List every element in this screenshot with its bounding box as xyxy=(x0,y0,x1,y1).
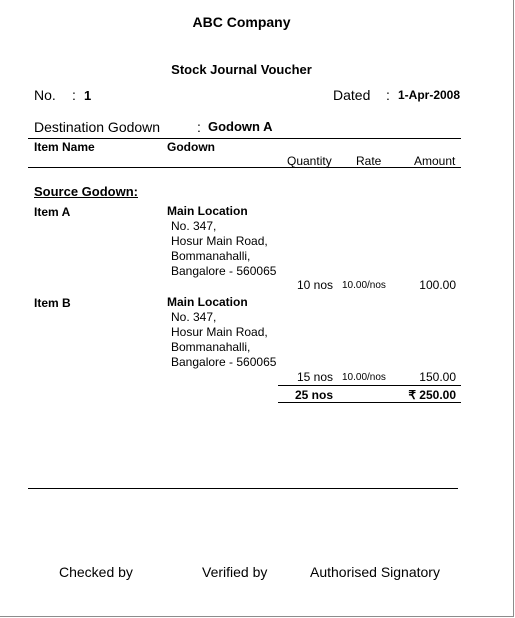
voucher-no-colon: : xyxy=(72,87,76,103)
item-rate: 10.00/nos xyxy=(342,280,386,291)
address-line: Bommanahalli, xyxy=(171,340,251,354)
destination-godown-label: Destination Godown xyxy=(34,119,161,135)
company-name: ABC Company xyxy=(192,14,291,30)
address-line: Hosur Main Road, xyxy=(171,325,268,339)
item-amount: 100.00 xyxy=(419,278,456,292)
address-line: Bangalore - 560065 xyxy=(171,264,277,278)
authorised-signatory-label: Authorised Signatory xyxy=(310,564,440,580)
col-godown: Godown xyxy=(167,140,215,154)
address-line: Bommanahalli, xyxy=(171,249,251,263)
col-rate: Rate xyxy=(356,154,382,168)
voucher-no-label: No. xyxy=(34,87,56,103)
checked-by-label: Checked by xyxy=(59,564,133,580)
godown-name: Main Location xyxy=(167,295,248,309)
col-quantity: Quantity xyxy=(287,154,332,168)
item-rate: 10.00/nos xyxy=(342,372,386,383)
item-name: Item A xyxy=(34,205,71,219)
address-line: No. 347, xyxy=(171,310,217,324)
source-godown-title: Source Godown: xyxy=(34,184,138,199)
item-quantity: 10 nos xyxy=(296,278,333,292)
dated-label: Dated xyxy=(333,87,371,103)
header-top-rule xyxy=(28,138,461,139)
item-amount: 150.00 xyxy=(419,370,456,384)
voucher-title: Stock Journal Voucher xyxy=(171,62,312,77)
item-quantity: 15 nos xyxy=(296,370,333,384)
verified-by-label: Verified by xyxy=(202,564,268,580)
dated-value: 1-Apr-2008 xyxy=(398,88,461,102)
total-amount: ₹ 250.00 xyxy=(408,388,456,402)
address-line: Bangalore - 560065 xyxy=(171,355,277,369)
address-line: No. 347, xyxy=(171,219,217,233)
footer-rule xyxy=(28,488,458,489)
col-amount: Amount xyxy=(414,154,456,168)
godown-address xyxy=(167,204,276,279)
destination-colon: : xyxy=(197,119,201,135)
col-item-name: Item Name xyxy=(34,140,95,154)
totals-bottom-rule xyxy=(278,402,461,403)
voucher-no-value: 1 xyxy=(84,88,92,103)
address-line: Hosur Main Road, xyxy=(171,234,268,248)
dated-colon: : xyxy=(386,87,390,103)
godown-name: Main Location xyxy=(167,204,248,218)
destination-godown-value: Godown A xyxy=(208,119,273,134)
item-name: Item B xyxy=(34,296,71,310)
header-bottom-rule xyxy=(28,167,461,168)
total-quantity: 25 nos xyxy=(294,388,333,402)
godown-address xyxy=(167,295,276,370)
totals-top-rule xyxy=(278,385,461,386)
